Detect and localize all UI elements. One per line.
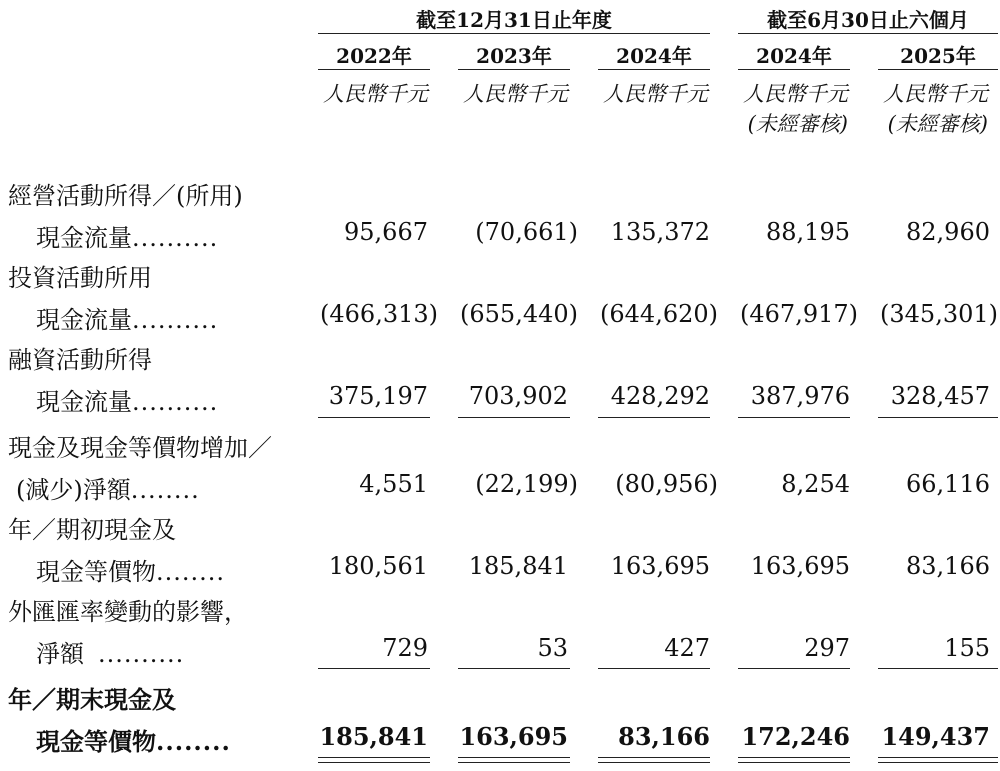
subtotal-rule <box>738 668 850 669</box>
row-label-line1: 融資活動所得 <box>8 346 152 374</box>
unaudited-label: (未經審核) <box>747 112 848 136</box>
total-cell-2025-interim: 149,437 <box>881 722 990 751</box>
total-label-line1: 年／期末現金及 <box>8 685 176 714</box>
subtotal-rule <box>878 417 998 418</box>
subtotal-rule <box>458 417 570 418</box>
year-header-2024-interim: 2024年 <box>756 44 832 68</box>
year-rule <box>738 69 850 70</box>
cell-2024-interim: 297 <box>804 634 850 662</box>
cell-2025-interim: (345,301) <box>880 300 998 328</box>
total-double-rule <box>878 762 998 763</box>
unit-label: 人民幣千元 <box>323 82 428 106</box>
cell-2022: 729 <box>382 634 428 662</box>
unit-label: 人民幣千元 <box>603 82 708 106</box>
cell-2024-interim: (467,917) <box>740 300 858 328</box>
year-header-2025-interim: 2025年 <box>900 44 976 68</box>
row-label-line2: 現金流量.......... <box>36 388 219 416</box>
year-header-2024: 2024年 <box>616 44 692 68</box>
interim-period-heading: 截至6月30日止六個月 <box>767 8 969 32</box>
cell-2023: (22,199) <box>475 470 578 498</box>
year-rule <box>878 69 998 70</box>
cell-2024-interim: 88,195 <box>766 218 850 246</box>
cell-2024: 428,292 <box>610 382 710 410</box>
unit-label: 人民幣千元 <box>883 82 988 106</box>
cell-2022: 4,551 <box>359 470 428 498</box>
total-double-rule <box>598 757 710 758</box>
interim-period-rule <box>738 33 998 34</box>
subtotal-rule <box>598 417 710 418</box>
unit-label: 人民幣千元 <box>463 82 568 106</box>
cell-2023: 53 <box>537 634 568 662</box>
unit-label: 人民幣千元 <box>743 82 848 106</box>
cell-2022: (466,313) <box>320 300 438 328</box>
total-double-rule <box>878 757 998 758</box>
row-label-line2: 現金流量.......... <box>36 224 219 252</box>
annual-period-heading: 截至12月31日止年度 <box>416 8 612 32</box>
subtotal-rule <box>738 417 850 418</box>
year-header-2023: 2023年 <box>476 44 552 68</box>
row-label-line2: 淨額 .......... <box>36 640 185 668</box>
row-label-line2: 現金等價物........ <box>36 558 226 586</box>
annual-period-rule <box>318 33 710 34</box>
cell-2025-interim: 66,116 <box>906 470 990 498</box>
cell-2022: 375,197 <box>328 382 428 410</box>
cell-2024-interim: 163,695 <box>750 552 850 580</box>
cell-2025-interim: 328,457 <box>890 382 990 410</box>
cell-2023: 703,902 <box>468 382 568 410</box>
subtotal-rule <box>318 668 430 669</box>
total-double-rule <box>738 757 850 758</box>
cell-2024-interim: 387,976 <box>750 382 850 410</box>
year-header-2022: 2022年 <box>336 44 412 68</box>
cell-2023: (70,661) <box>475 218 578 246</box>
cell-2024-interim: 8,254 <box>781 470 850 498</box>
cell-2025-interim: 83,166 <box>906 552 990 580</box>
row-label-line1: 外匯匯率變動的影響， <box>8 598 248 626</box>
row-label-line1: 經營活動所得／(所用) <box>8 182 243 210</box>
unaudited-label: (未經審核) <box>887 112 988 136</box>
total-double-rule <box>598 762 710 763</box>
cell-2024: 427 <box>664 634 710 662</box>
total-label-line2: 現金等價物........ <box>36 727 231 756</box>
total-cell-2023: 163,695 <box>459 722 568 751</box>
cell-2023: 185,841 <box>468 552 568 580</box>
cell-2022: 180,561 <box>328 552 428 580</box>
total-double-rule <box>318 757 430 758</box>
subtotal-rule <box>458 668 570 669</box>
total-cell-2024: 83,166 <box>618 722 710 751</box>
cell-2024: (644,620) <box>600 300 718 328</box>
row-label-line2: 現金流量.......... <box>36 306 219 334</box>
subtotal-rule <box>318 417 430 418</box>
year-rule <box>458 69 570 70</box>
total-cell-2024-interim: 172,246 <box>741 722 850 751</box>
year-rule <box>318 69 430 70</box>
total-double-rule <box>738 762 850 763</box>
row-label-line1: 現金及現金等價物增加／ <box>8 434 272 462</box>
row-label-line1: 投資活動所用 <box>8 264 152 292</box>
row-label-line2: (減少)淨額........ <box>16 476 200 504</box>
row-label-line1: 年／期初現金及 <box>8 516 176 544</box>
year-rule <box>598 69 710 70</box>
total-cell-2022: 185,841 <box>319 722 428 751</box>
cell-2024: 163,695 <box>610 552 710 580</box>
subtotal-rule <box>878 668 998 669</box>
total-double-rule <box>318 762 430 763</box>
subtotal-rule <box>598 668 710 669</box>
cell-2023: (655,440) <box>460 300 578 328</box>
total-double-rule <box>458 757 570 758</box>
cell-2025-interim: 82,960 <box>906 218 990 246</box>
cell-2024: 135,372 <box>610 218 710 246</box>
cell-2022: 95,667 <box>344 218 428 246</box>
cell-2024: (80,956) <box>615 470 718 498</box>
cell-2025-interim: 155 <box>944 634 990 662</box>
total-double-rule <box>458 762 570 763</box>
